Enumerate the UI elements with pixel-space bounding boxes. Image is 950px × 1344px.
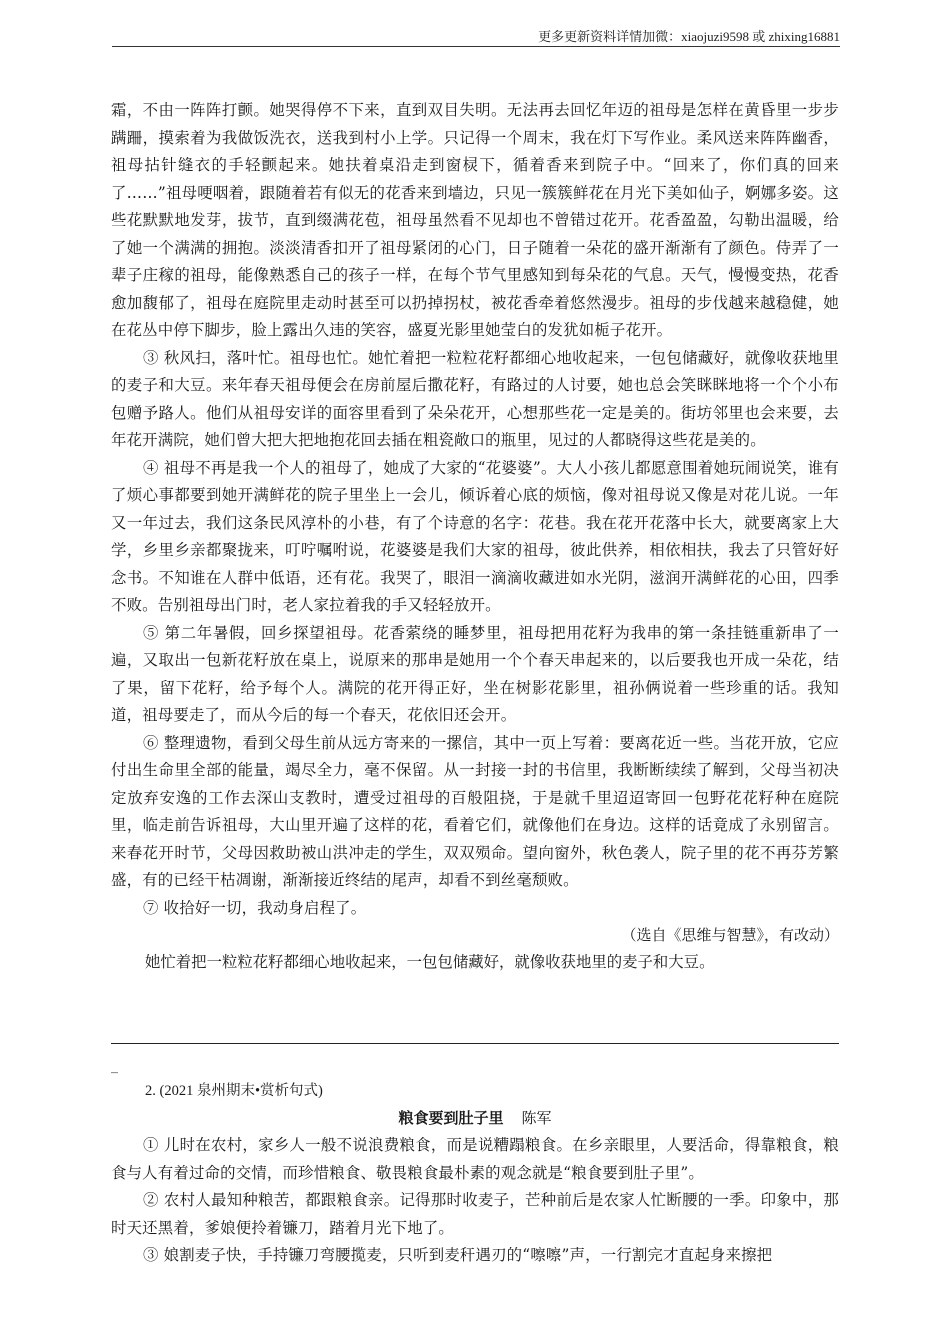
question-2-section [111,1078,839,1270]
page-header [112,24,840,47]
question-quote: 她忙着把一粒粒花籽都细心地收起来，一包包储藏好，就像收获地里的麦子和大豆。 [145,953,715,971]
header-contact-text: 更多更新资料详情加微：xiaojuzi9598 或 zhixing16881 [538,29,840,44]
article-source: （选自《思维与智慧》，有改动） [621,926,839,944]
article-title: 粮食要到肚子里 [398,1109,504,1127]
answer-line[interactable] [111,1043,839,1044]
article-author: 陈军 [521,1109,552,1127]
article-title-line [111,1104,839,1132]
q2-paragraph-2: ② 农村人最知种粮苦，都跟粮食亲。记得那时收麦子，芒种前后是农家人忙断腰的一季。印象中，那时天还黑着，爹娘便拎着镰刀，踏着月光下地了。 [111,1191,839,1237]
article-paragraph-7: ⑦ 收拾好一切，我动身启程了。 [143,898,367,917]
answer-dash: _ [111,1058,118,1074]
article-body [111,97,839,977]
article-paragraph-6: ⑥ 整理遗物，看到父母生前从远方寄来的一摞信，其中一页上写着：要离花近一些。当花开放，它应付出生命里全部的能量，竭尽全力，毫不保留。从一封接一封的书信里，我断断续续了解到，父母当初决定放弃安逸的工作去深山支教时，遭受过祖母的百般阻挠，于是就千里迢迢寄回一包野花花籽种在庭院里，临走前告诉祖母，大山里开遍了这样的花，看着它们，就像他们在身边。这样的话竟成了永别留言。来春花开时节，父母因救助被山洪冲走的学生，双双殒命。望向窗外，秋色袭人，院子里的花不再芬芳繁盛，有的已经干枯凋谢，渐渐接近终结的尾声，却看不到丝毫颓败。 [111,733,839,889]
article-paragraph-3: ③ 秋风扫，落叶忙。祖母也忙。她忙着把一粒粒花籽都细心地收起来，一包包储藏好，就像收获地里的麦子和大豆。来年春天祖母便会在房前屋后撒花籽，有路过的人讨要，她也总会笑眯眯地将一个个小布包赠予路人。他们从祖母安详的面容里看到了朵朵花开，心想那些花一定是美的。街坊邻里也会来要，去年花开满院，她们曾大把大把地抱花回去插在粗瓷敞口的瓶里，见过的人都晓得这些花是美的。 [111,348,839,449]
article-paragraph-4: ④ 祖母不再是我一个人的祖母了，她成了大家的“花婆婆”。大人小孩儿都愿意围着她玩闹说笑，谁有了烦心事都要到她开满鲜花的院子里坐上一会儿，倾诉着心底的烦恼，像对祖母说又像是对花儿说。一年又一年过去，我们这条民风淳朴的小巷，有了个诗意的名字：花巷。我在花开花落中长大，就要离家上大学，乡里乡亲都聚拢来，叮咛嘱咐说，花婆婆是我们大家的祖母，彼此供养，相依相扶，我去了只管好好念书。不知谁在人群中低语，还有花。我哭了，眼泪一滴滴收藏进如水光阴，滋润开满鲜花的心田，四季不败。告别祖母出门时，老人家拉着我的手又轻轻放开。 [111,458,839,614]
question-2-heading: 2. (2021 泉州期末•赏析句式) [145,1083,323,1099]
article-paragraph-5: ⑤ 第二年暑假，回乡探望祖母。花香萦绕的睡梦里，祖母把用花籽为我串的第一条挂链重新串了一遍，又取出一包新花籽放在桌上，说原来的那串是她用一个个春天串起来的，以后要我也开成一朵花，结了果，留下花籽，给予每个人。满院的花开得正好，坐在树影花影里，祖孙俩说着一些珍重的话。我知道，祖母要走了，而从今后的每一个春天，花依旧还会开。 [111,623,839,724]
q2-paragraph-3: ③ 娘割麦子快，手持镰刀弯腰揽麦，只听到麦秆遇刃的“嚓嚓”声，一行割完才直起身来擦把 [143,1246,773,1264]
q2-paragraph-1: ① 儿时在农村，家乡人一般不说浪费粮食，而是说糟蹋粮食。在乡亲眼里，人要活命，得靠粮食，粮食与人有着过命的交情，而珍惜粮食、敬畏粮食最朴素的观念就是“粮食要到肚子里”。 [111,1136,839,1182]
article-paragraph-1: 霜，不由一阵阵打颤。她哭得停不下来，直到双目失明。无法再去回忆年迈的祖母是怎样在黄昏里一步步蹒跚，摸索着为我做饭洗衣，送我到村小上学。只记得一个周末，我在灯下写作业。柔风送来阵阵幽香，祖母拈针缝衣的手轻颤起来。她扶着桌沿走到窗棂下，循着香来到院子中。“回来了，你们真的回来了……”祖母哽咽着，跟随着若有似无的花香来到墙边，只见一簇簇鲜花在月光下美如仙子，婀娜多姿。这些花默默地发芽，拔节，直到缀满花苞，祖母虽然看不见却也不曾错过花开。花香盈盈，勾勒出温暖，给了她一个满满的拥抱。淡淡清香扣开了祖母紧闭的心门，日子随着一朵花的盛开渐渐有了颜色。侍弄了一辈子庄稼的祖母，能像熟悉自己的孩子一样，在每个节气里感知到每朵花的气息。天气，慢慢变热，花香愈加馥郁了，祖母在庭院里走动时甚至可以扔掉拐杖，被花香牵着悠然漫步。祖母的步伐越来越稳健，她在花丛中停下脚步，脸上露出久违的笑容，盛夏光影里她莹白的发犹如栀子花开。 [111,101,839,339]
